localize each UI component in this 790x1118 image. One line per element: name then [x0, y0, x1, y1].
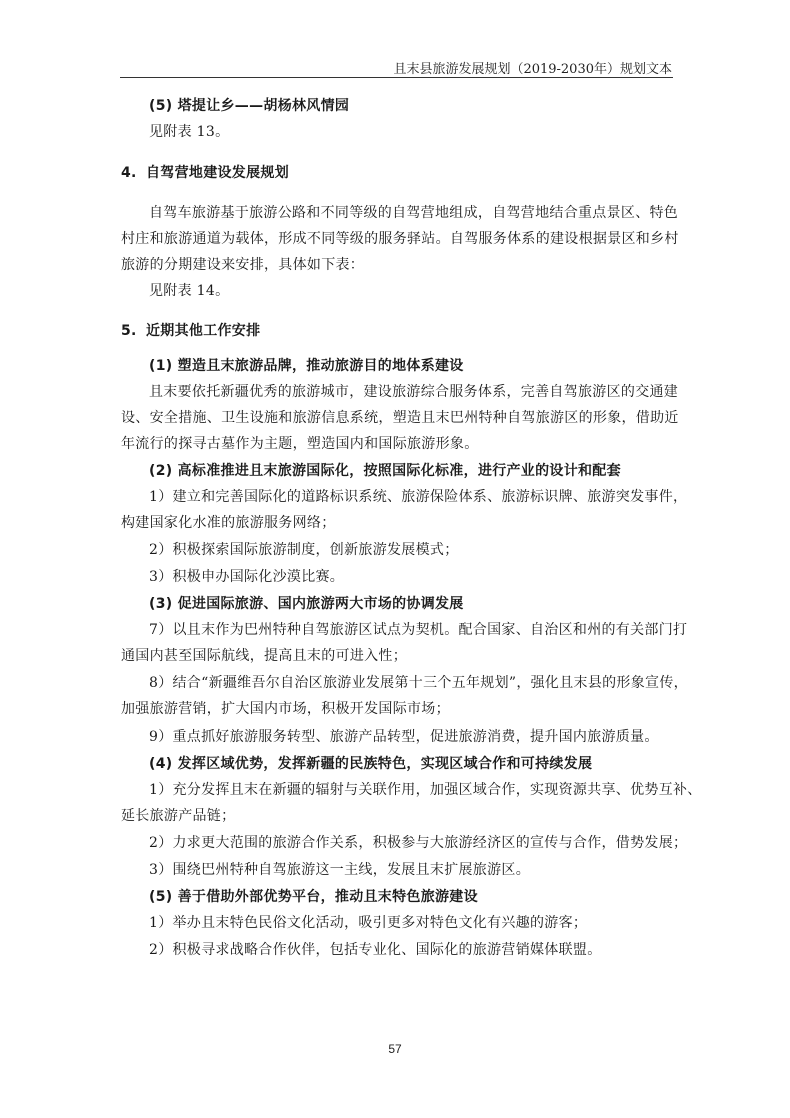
subheading-4: (4) 发挥区域优势，发挥新疆的民族特色，实现区域合作和可持续发展	[149, 756, 593, 772]
list-item: 3）围绕巴州特种自驾旅游这一主线，发展且末扩展旅游区。	[149, 862, 531, 878]
list-item: 9）重点抓好旅游服务转型、旅游产品转型，促进旅游消费，提升国内旅游质量。	[149, 729, 659, 745]
subheading-1: (1) 塑造且末旅游品牌，推动旅游目的地体系建设	[149, 358, 464, 374]
subheading-5-tatirang: (5) 塔提让乡——胡杨林风情园	[149, 98, 350, 114]
paragraph-line: 见附表 14。	[149, 283, 230, 299]
paragraph-line: 年流行的探寻古墓作为主题，塑造国内和国际旅游形象。	[121, 436, 479, 452]
paragraph-line: 且末要依托新疆优秀的旅游城市，建设旅游综合服务体系，完善自驾旅游区的交通建	[149, 384, 679, 400]
list-item-continuation: 延长旅游产品链；	[121, 808, 236, 824]
list-item: 7）以且末作为巴州特种自驾旅游区试点为契机。配合国家、自治区和州的有关部门打	[149, 622, 688, 638]
section-number: 4.	[121, 165, 137, 181]
paragraph-line: 自驾车旅游基于旅游公路和不同等级的自驾营地组成，自驾营地结合重点景区、特色	[149, 205, 679, 221]
section-heading-4	[121, 163, 676, 183]
section-title: 近期其他工作安排	[146, 323, 261, 339]
subheading-2: (2) 高标准推进且末旅游国际化，按照国际化标准，进行产业的设计和配套	[149, 463, 621, 479]
list-item: 1）建立和完善国际化的道路标识系统、旅游保险体系、旅游标识牌、旅游突发事件，	[149, 489, 688, 505]
section-title: 自驾营地建设发展规划	[146, 165, 289, 181]
paragraph-line: 见附表 13。	[149, 124, 230, 140]
list-item: 1）充分发挥且末在新疆的辐射与关联作用，加强区域合作，实现资源共享、优势互补、	[149, 782, 702, 798]
list-item: 8）结合“新疆维吾尔自治区旅游业发展第十三个五年规划”，强化且末县的形象宣传，	[149, 675, 688, 691]
list-item: 2）积极寻求战略合作伙伴，包括专业化、国际化的旅游营销媒体联盟。	[149, 942, 602, 958]
paragraph-line: 设、安全措施、卫生设施和旅游信息系统，塑造且末巴州特种自驾旅游区的形象，借助近	[121, 410, 679, 426]
list-item-continuation: 通国内甚至国际航线，提高且末的可进入性；	[121, 648, 407, 664]
header-rule	[120, 77, 673, 78]
section-number: 5.	[121, 323, 137, 339]
list-item: 2）力求更大范围的旅游合作关系，积极参与大旅游经济区的宣传与合作，借势发展；	[149, 835, 688, 851]
list-item: 2）积极探索国际旅游制度，创新旅游发展模式；	[149, 542, 459, 558]
running-header: 且末县旅游发展规划（2019-2030年）规划文本	[393, 62, 672, 77]
subheading-5: (5) 善于借助外部优势平台，推动且末特色旅游建设	[149, 889, 478, 905]
list-item-continuation: 加强旅游营销，扩大国内市场，积极开发国际市场；	[121, 701, 450, 717]
list-item: 1）举办且末特色民俗文化活动，吸引更多对特色文化有兴趣的游客；	[149, 915, 588, 931]
list-item: 3）积极申办国际化沙漠比赛。	[149, 569, 345, 585]
page-number: 57	[388, 1042, 402, 1056]
paragraph-line: 村庄和旅游通道为载体，形成不同等级的服务驿站。自驾服务体系的建设根据景区和乡村	[121, 231, 679, 247]
paragraph-line: 旅游的分期建设来安排，具体如下表：	[121, 257, 365, 273]
section-heading-5	[121, 321, 676, 341]
list-item-continuation: 构建国家化水准的旅游服务网络；	[121, 515, 336, 531]
subheading-3: (3) 促进国际旅游、国内旅游两大市场的协调发展	[149, 596, 464, 612]
